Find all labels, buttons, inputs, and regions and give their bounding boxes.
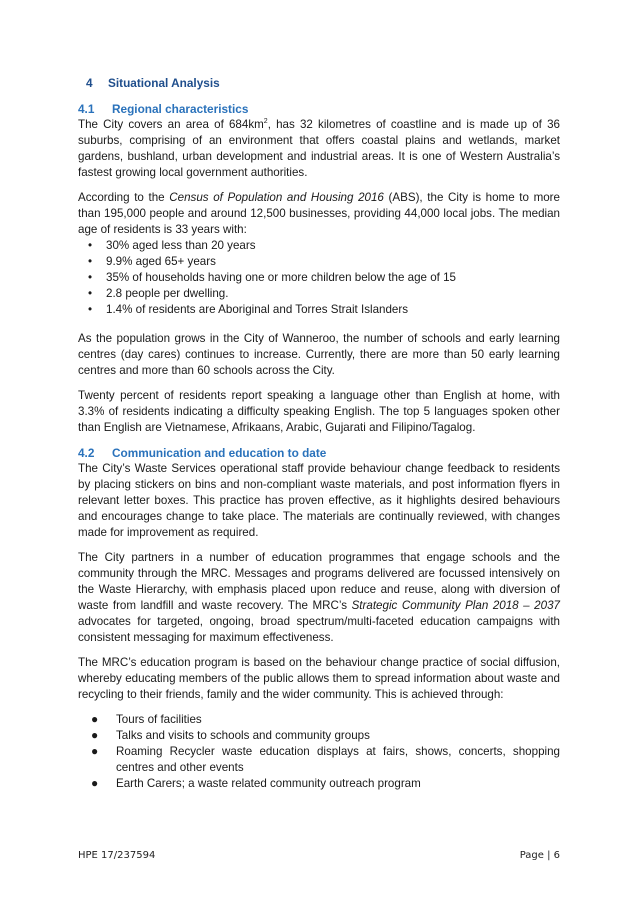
section-4-1 [78,101,560,181]
list-item: • 9.9% aged 65+ years [88,255,216,268]
section-4-2 [78,445,560,541]
section-4-number: 4 [86,76,93,90]
section-4-2-number: 4.2 [78,446,95,460]
section-4-title: Situational Analysis [108,76,220,90]
list-item: • 35% of households having one or more children below the age of 15 [88,271,456,284]
page-number: Page | 6 [519,850,560,861]
paragraph-education: The MRC’s education program is based on the behaviour change practice of social diffusion, whereby educating members of the public allows them to spread information about waste and recycling to their friends, family and the wider community. This is achieved through: [78,656,560,701]
list-item: • 30% aged less than 20 years [88,239,256,252]
stats-list [78,238,560,318]
paragraph-feedback: The City’s Waste Services operational staff provide behaviour change feedback to residents by placing stickers on bins and non-compliant waste materials, and post information flyers in relevant letter boxes. This practice has proven effective, as it highlights desired behaviours and encourages change to take place. The materials are continually reviewed, with changes made for improvement as required. [78,462,560,539]
list-item: ● Talks and visits to schools and community groups [91,728,370,742]
list-item: • 1.4% of residents are Aboriginal and Torres Strait Islanders [88,303,409,316]
paragraph-schools: As the population grows in the City of Wanneroo, the number of schools and early learning centres (day cares) continues to increase. Currently, there are more than 50 early learning centres and more than 60 schools across the City. [78,332,560,377]
list-item: ● Tours of facilities [91,712,202,726]
document-reference: HPE 17/237594 [78,850,156,861]
paragraph-area: The City covers an area of $684km^2$, has 32 kilometres of coastline and is made up of 36 suburbs, comprising of an environment that offers coastal plains and wetlands, market gardens, bushland, urban development and industrial areas. It is one of Western Australia’s fastest growing local government authorities. [78,118,560,179]
paragraph-partners: The City partners in a number of education programmes that engage schools and the community through the MRC. Messages and programs delivered are focussed intensively on the Waste Hierarchy, with emphasis placed upon reduce and reuse, along with diversion of waste from landfill and waste recovery. The MRC’s Strategic Community Plan 2018 – 2037 advocates for targeted, ongoing, broad spectrum/multi-faceted education campaigns with consistent messaging for maximum effectiveness. [78,551,560,644]
list-item: ● Earth Carers; a waste related community outreach program [91,776,421,790]
section-4-heading [86,76,220,90]
section-4-2-title: Communication and education to date [112,446,327,460]
paragraph-languages: Twenty percent of residents report speaking a language other than English at home, with 3.3% of residents indicating a difficulty speaking English. The top 5 languages spoken other than English are Vietnamese, Afrikaans, Arabic, Gujarati and Filipino/Tagalog. [78,389,560,434]
education-list-block [78,712,560,792]
section-4-1-number: 4.1 [78,102,95,116]
section-4-2-heading [78,445,560,461]
list-item: • 2.8 people per dwelling. [88,287,229,300]
paragraph-census: According to the Census of Population and Housing 2016 (ABS), the City is home to more than 195,000 people and around 12,500 businesses, providing 44,000 local jobs. The median age of residents is 33 years with: • 30% aged less than 20 years • 9.9% aged 65+ years • 35% of households having one or more children below the age of 15 • 2.8 people per dwelling. • 1.4% of residents are Aboriginal and Torres Strait Islanders [78,191,560,316]
section-4-1-title: Regional characteristics [112,102,249,116]
education-list [78,712,560,792]
section-4-1-heading [78,101,560,117]
page-footer [78,850,560,861]
list-item: ● Roaming Recycler waste education displays at fairs, shows, concerts, shopping centres and other events [91,744,560,774]
